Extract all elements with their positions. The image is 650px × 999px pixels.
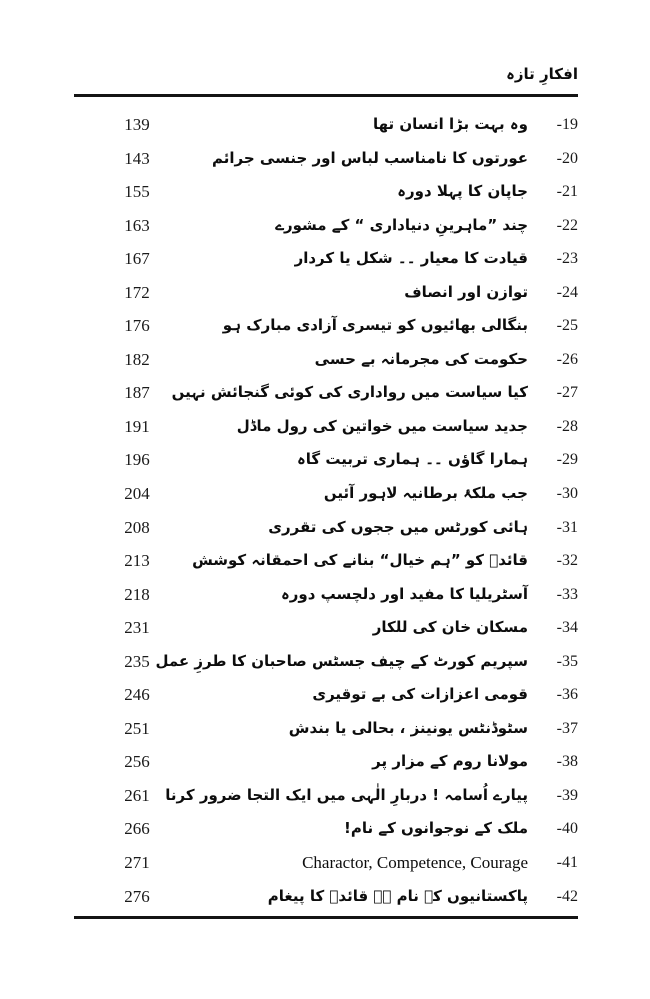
toc-entry-number: -37 (556, 719, 578, 737)
toc-entry-page-number: 139 (124, 115, 150, 134)
toc-entry-page-number: 231 (124, 618, 150, 638)
toc-entry[interactable] (74, 578, 578, 612)
running-header: افکارِ تازہ (506, 65, 578, 83)
toc-entry-page-number: 204 (124, 484, 150, 504)
toc-entry[interactable] (74, 209, 578, 243)
toc-entry-title[interactable]: مولانا روم کے مزار پر (372, 752, 528, 771)
toc-entry-number: -23 (556, 250, 578, 268)
toc-entry-number: -41 (556, 854, 578, 872)
toc-entry-number: -38 (556, 753, 578, 771)
toc-entry-page-number: 218 (124, 584, 150, 604)
toc-entry-page-number: 213 (124, 551, 150, 571)
toc-entry[interactable] (74, 242, 578, 276)
toc-entry-title[interactable]: Charactor, Competence, Courage (302, 853, 528, 873)
toc-entry-number: -33 (556, 585, 578, 603)
toc-entry[interactable] (74, 880, 578, 914)
toc-entry-number: -27 (556, 384, 578, 402)
toc-entry-number: -21 (556, 183, 578, 201)
toc-entry-page-number: 167 (124, 249, 150, 269)
toc-entry-number: -31 (556, 518, 578, 536)
toc-entry-number: -42 (556, 887, 578, 905)
toc-entry-title[interactable]: قائدؒ کو ”ہم خیال“ بنانے کی احمقانہ کوشش (192, 551, 528, 570)
toc-entry[interactable] (74, 645, 578, 679)
toc-entry-page-number: 196 (124, 450, 150, 470)
toc-entry-page-number: 163 (124, 215, 150, 235)
toc-entry-page-number: 176 (124, 316, 150, 336)
toc-entry-number: -32 (556, 552, 578, 570)
toc-entry-title[interactable]: سپریم کورٹ کے چیف جسٹس صاحبان کا طرزِ عمل (155, 651, 528, 670)
toc-entry-number: -34 (556, 619, 578, 637)
toc-entry-page-number: 235 (124, 651, 150, 671)
toc-entry-title[interactable]: جاپان کا پہلا دورہ (397, 182, 528, 201)
table-of-contents (74, 108, 578, 913)
toc-entry-title[interactable]: بنگالی بھائیوں کو تیسری آزادی مبارک ہو (222, 316, 528, 335)
toc-entry-page-number: 266 (124, 819, 150, 839)
toc-entry-title[interactable]: سٹوڈنٹس یونینز ، بحالی یا بندش (288, 718, 528, 737)
toc-entry-number: -20 (556, 149, 578, 167)
toc-entry[interactable] (74, 712, 578, 746)
toc-entry-page-number: 251 (124, 718, 150, 738)
toc-entry-number: -29 (556, 451, 578, 469)
toc-entry-page-number: 208 (124, 517, 150, 537)
toc-entry-page-number: 155 (124, 182, 150, 202)
toc-entry-page-number: 187 (124, 383, 150, 403)
toc-entry-title[interactable]: چند ”ماہرینِ دنیاداری “ کے مشورے (275, 215, 528, 234)
toc-entry-number: -26 (556, 350, 578, 368)
header-rule (74, 94, 578, 97)
toc-entry-title[interactable]: مسکان خان کی للکار (372, 618, 528, 637)
toc-entry[interactable] (74, 544, 578, 578)
toc-entry-number: -36 (556, 686, 578, 704)
toc-entry-number: -28 (556, 417, 578, 435)
toc-entry-title[interactable]: پیارے اُسامہ ! دربارِ الٰہی میں ایک التجا ضرور کرنا (165, 785, 528, 804)
toc-entry[interactable] (74, 343, 578, 377)
toc-entry-number: -19 (556, 116, 578, 133)
toc-entry-title[interactable]: جدید سیاست میں خواتین کی رول ماڈل (236, 416, 528, 435)
toc-entry-number: -22 (556, 216, 578, 234)
toc-entry-title[interactable]: توازن اور انصاف (404, 282, 528, 301)
toc-entry[interactable] (74, 779, 578, 813)
toc-entry-title[interactable]: عورتوں کا نامناسب لباس اور جنسی جرائم (212, 148, 528, 167)
toc-entry-title[interactable]: جب ملکۂ برطانیہ لاہور آئیں (323, 484, 528, 503)
toc-entry-page-number: 261 (124, 785, 150, 805)
toc-entry-title[interactable]: آسٹریلیا کا مفید اور دلچسپ دورہ (280, 584, 528, 603)
toc-entry-title[interactable]: پاکستانیوں کے نام ۔۔ قائدؒ کا پیغام (267, 886, 528, 905)
toc-entry[interactable] (74, 477, 578, 511)
toc-entry-page-number: 143 (124, 148, 150, 168)
toc-entry-number: -25 (556, 317, 578, 335)
toc-entry-number: -39 (556, 786, 578, 804)
toc-entry-title[interactable]: کیا سیاست میں رواداری کی کوئی گنجائش نہیں (171, 383, 528, 402)
toc-entry[interactable] (74, 846, 578, 880)
toc-entry[interactable] (74, 611, 578, 645)
toc-entry-title[interactable]: وہ بہت بڑا انسان تھا (372, 115, 528, 133)
toc-entry-page-number: 182 (124, 349, 150, 369)
toc-entry-title[interactable]: ہائی کورٹس میں ججوں کی تقرری (268, 517, 528, 536)
toc-entry[interactable] (74, 276, 578, 310)
toc-entry[interactable] (74, 745, 578, 779)
toc-entry-number: -30 (556, 485, 578, 503)
toc-entry-title[interactable]: ملک کے نوجوانوں کے نام! (343, 819, 528, 838)
toc-entry[interactable] (74, 175, 578, 209)
toc-entry[interactable] (74, 511, 578, 545)
toc-entry-page-number: 256 (124, 752, 150, 772)
toc-entry-title[interactable]: قیادت کا معیار ۔۔ شکل یا کردار (294, 249, 528, 268)
toc-entry-page-number: 246 (124, 685, 150, 705)
toc-entry-page-number: 191 (124, 416, 150, 436)
toc-entry-page-number: 172 (124, 282, 150, 302)
toc-entry-page-number: 271 (124, 853, 150, 873)
toc-entry[interactable] (74, 108, 578, 142)
toc-entry[interactable] (74, 443, 578, 477)
toc-entry[interactable] (74, 376, 578, 410)
toc-entry-title[interactable]: قومی اعزازات کی بے توقیری (312, 685, 528, 704)
toc-entry[interactable] (74, 678, 578, 712)
toc-entry-number: -40 (556, 820, 578, 838)
toc-entry[interactable] (74, 309, 578, 343)
toc-entry[interactable] (74, 410, 578, 444)
toc-entry[interactable] (74, 142, 578, 176)
toc-entry-title[interactable]: حکومت کی مجرمانہ بے حسی (314, 349, 528, 368)
toc-entry-number: -24 (556, 283, 578, 301)
footer-rule (74, 916, 578, 919)
toc-entry-number: -35 (556, 652, 578, 670)
toc-entry-page-number: 276 (124, 886, 150, 906)
toc-entry[interactable] (74, 812, 578, 846)
toc-entry-title[interactable]: ہمارا گاؤں ۔۔ ہماری تربیت گاہ (296, 450, 528, 469)
